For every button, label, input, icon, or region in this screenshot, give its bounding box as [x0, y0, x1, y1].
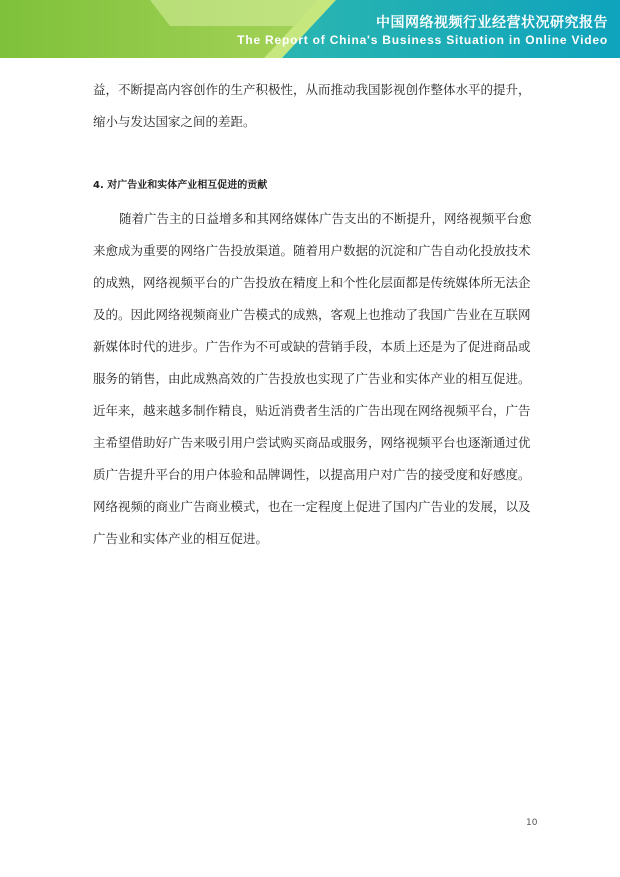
- text-line: 及的。因此网络视频商业广告模式的成熟，客观上也推动了我国广告业在互联网: [93, 307, 531, 322]
- text-line: 主希望借助好广告来吸引用户尝试购买商品或服务，网络视频平台也逐渐通过优: [93, 435, 531, 450]
- text-line: 益，不断提高内容创作的生产积极性，从而推动我国影视创作整体水平的提升，: [93, 82, 531, 97]
- text-line: 质广告提升平台的用户体验和品牌调性，以提高用户对广告的接受度和好感度。: [93, 467, 531, 482]
- text-line: 广告业和实体产业的相互促进。: [93, 531, 269, 546]
- text-line: 随着广告主的日益增多和其网络媒体广告支出的不断提升，网络视频平台愈: [119, 211, 532, 226]
- text-line: 新媒体时代的进步。广告作为不可或缺的营销手段，本质上还是为了促进商品或: [93, 339, 531, 354]
- header-banner: [0, 0, 620, 58]
- text-line: 来愈成为重要的网络广告投放渠道。随着用户数据的沉淀和广告自动化投放技术: [93, 243, 531, 258]
- section-heading: 4. 对广告业和实体产业相互促进的贡献: [93, 180, 268, 191]
- text-line: 缩小与发达国家之间的差距。: [93, 114, 256, 129]
- text-line: 的成熟，网络视频平台的广告投放在精度上和个性化层面都是传统媒体所无法企: [93, 275, 531, 290]
- paragraph-continuation: [93, 74, 531, 138]
- text-line: 网络视频的商业广告商业模式，也在一定程度上促进了国内广告业的发展，以及: [93, 499, 531, 514]
- page-number: 10: [526, 818, 538, 828]
- report-title-en: The Report of China's Business Situation in Online Video: [237, 33, 608, 47]
- paragraph-advertising: [93, 203, 532, 555]
- text-line: 近年来，越来越多制作精良，贴近消费者生活的广告出现在网络视频平台，广告: [93, 403, 531, 418]
- report-title-cn: 中国网络视频行业经营状况研究报告: [376, 15, 608, 31]
- text-line: 服务的销售，由此成熟高效的广告投放也实现了广告业和实体产业的相互促进。: [93, 371, 531, 386]
